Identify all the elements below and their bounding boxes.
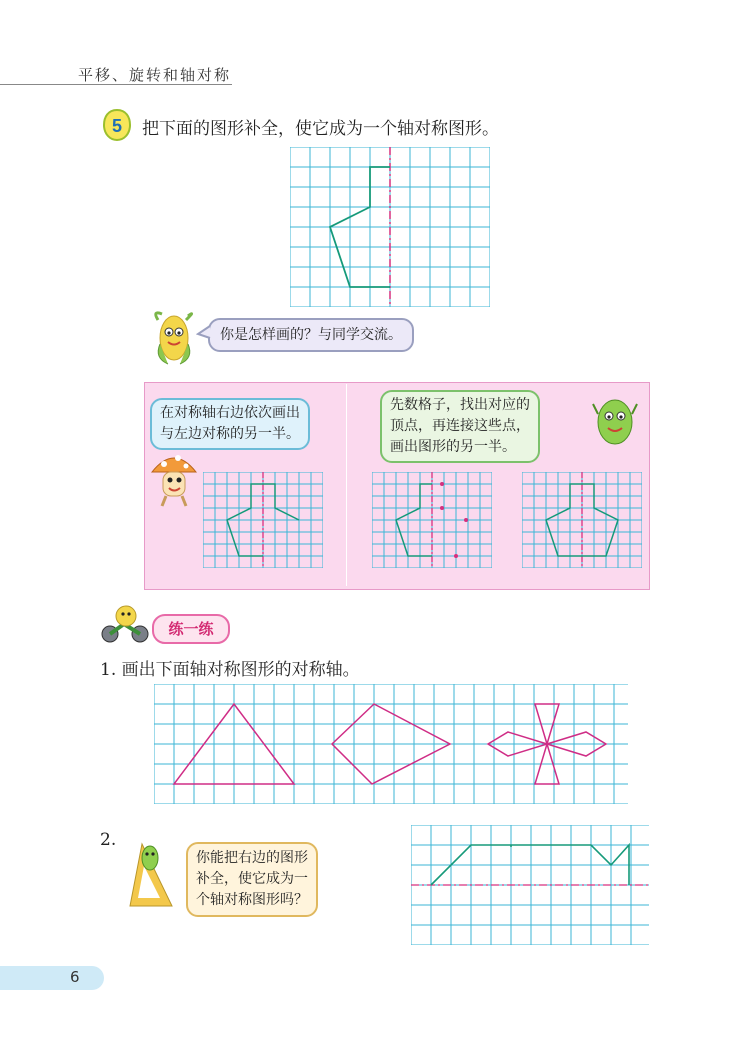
- chapter-title: 平移、旋转和轴对称: [78, 66, 232, 84]
- method-right-line3: 画出图形的另一半。: [390, 439, 516, 455]
- method-right-line2: 顶点，再连接这些点，: [390, 418, 530, 434]
- main-grid-figure: [290, 147, 490, 307]
- exercise-2-line3: 个轴对称图形吗？: [196, 892, 308, 908]
- page-number: 6: [70, 968, 80, 986]
- method-grid-1: [203, 472, 323, 568]
- method-right-bubble: [380, 390, 540, 463]
- vertex-dot: [464, 518, 468, 522]
- bubble-text: 你是怎样画的？与同学交流。: [220, 327, 402, 343]
- speech-bubble-discuss: [208, 318, 414, 352]
- motorbike-character-icon: [98, 604, 152, 644]
- panel-divider: [346, 384, 347, 586]
- grid-lines: [154, 684, 628, 804]
- method-left-line2: 与左边对称的另一半。: [160, 426, 300, 442]
- pea-character-icon: [592, 394, 638, 452]
- exercise-1-text: 1. 画出下面轴对称图形的对称轴。: [100, 660, 360, 680]
- question-text: 把下面的图形补全，使它成为一个轴对称图形。: [142, 119, 499, 139]
- method-grid-3: [522, 472, 642, 568]
- page-number-tab: [0, 966, 104, 990]
- method-left-bubble: [150, 398, 310, 450]
- mushroom-character-icon: [148, 448, 200, 510]
- bubble-tail: [196, 324, 212, 340]
- vertex-dot: [440, 482, 444, 486]
- method-left-line1: 在对称轴右边依次画出: [160, 405, 300, 421]
- method-grid-2: [372, 472, 492, 568]
- exercise-1-grid: [154, 684, 628, 804]
- vertex-dot: [440, 506, 444, 510]
- exercise-2-line2: 补全，使它成为一: [196, 871, 308, 887]
- method-right-line1: 先数格子，找出对应的: [390, 397, 530, 413]
- question-number: 5: [111, 116, 123, 136]
- practice-label: 练一练: [152, 614, 230, 644]
- exercise-2-bubble: [186, 842, 318, 917]
- question-number-badge: [102, 108, 132, 142]
- exercise-2-line1: 你能把右边的图形: [196, 850, 308, 866]
- vertex-dot: [454, 554, 458, 558]
- exercise-2-number: 2.: [100, 830, 117, 850]
- set-square-character-icon: [126, 836, 180, 912]
- exercise-2-grid: [411, 825, 649, 945]
- header-rule: [0, 84, 232, 85]
- corn-character-icon: [148, 308, 200, 370]
